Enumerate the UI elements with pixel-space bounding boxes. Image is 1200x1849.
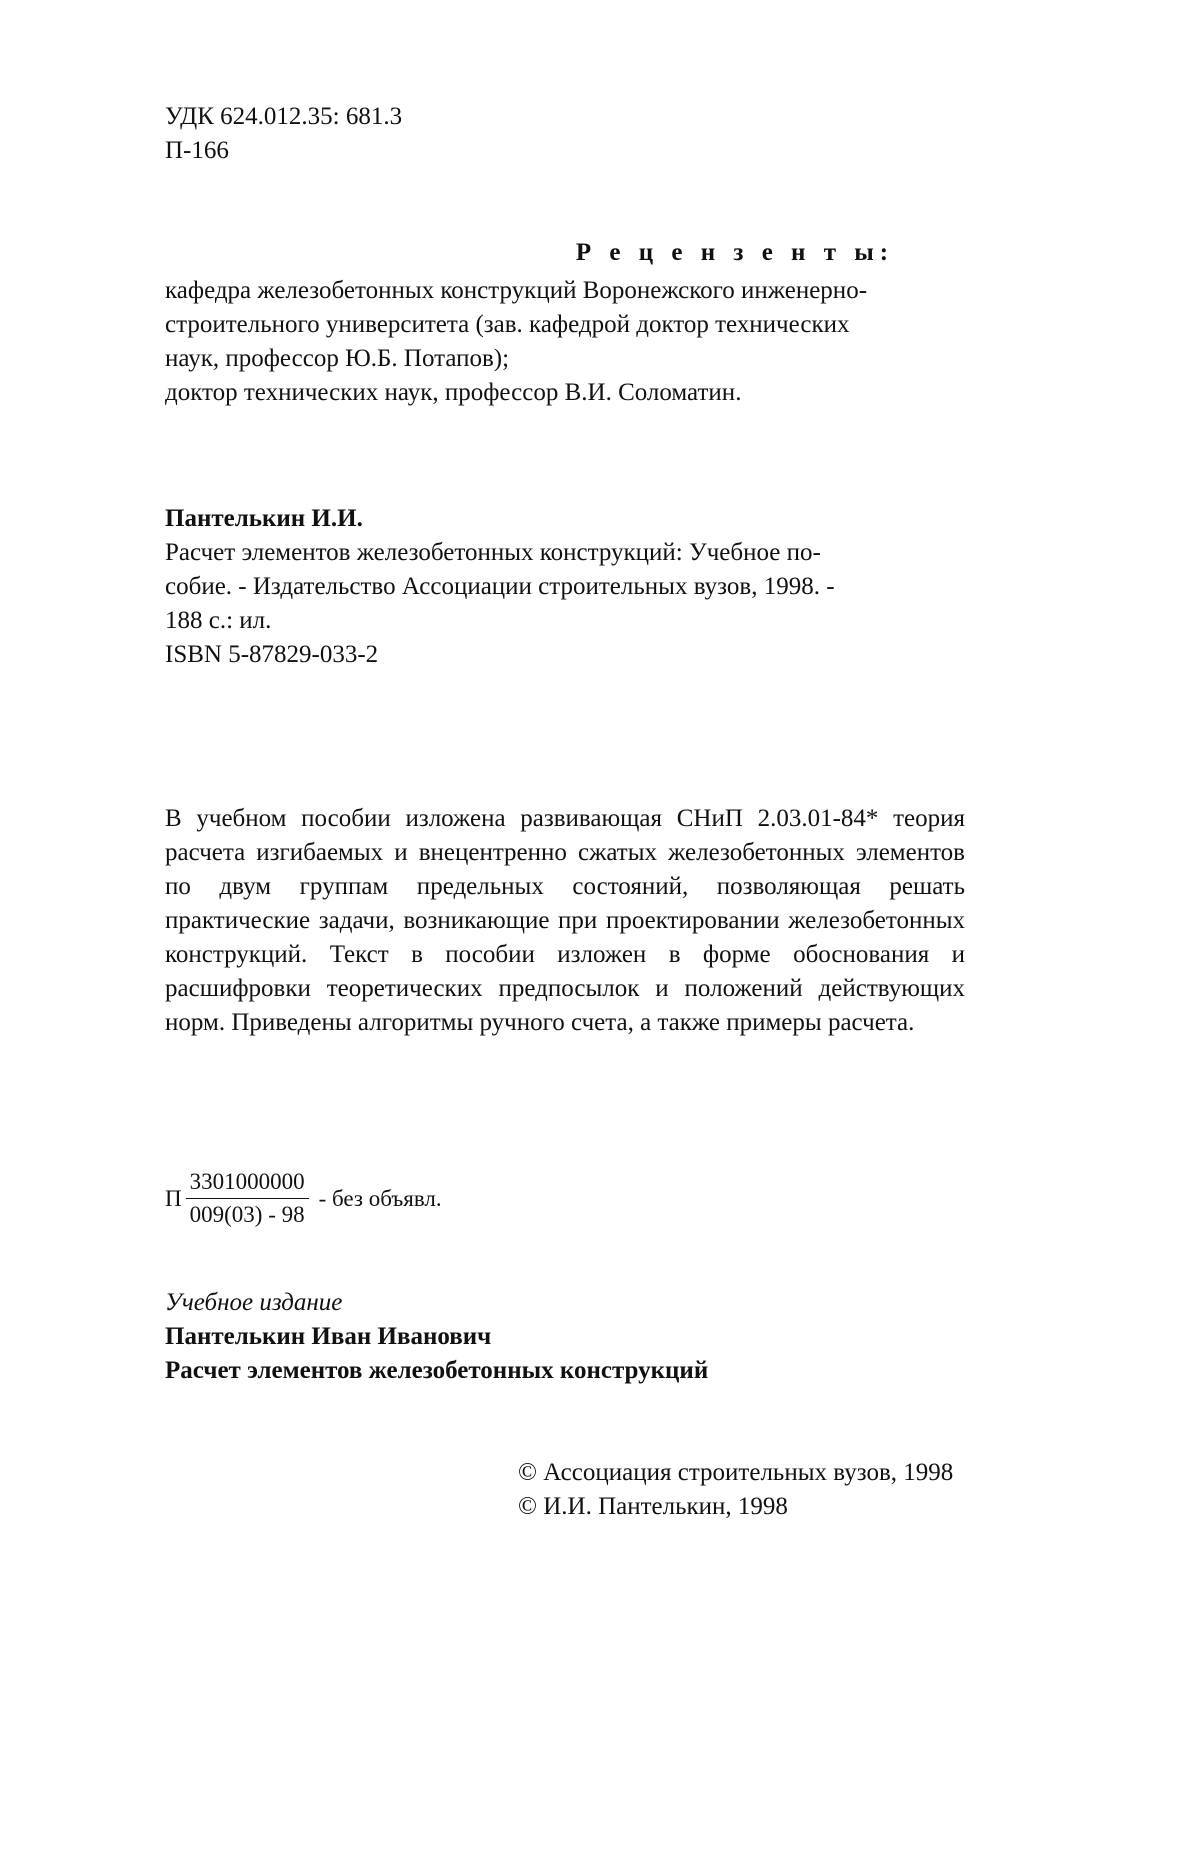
- isbn: ISBN 5-87829-033-2: [165, 641, 379, 668]
- library-code: П-166: [165, 137, 229, 164]
- copyright-block: [518, 1456, 953, 1524]
- reviewer-line: кафедра железобетонных конструкций Воронежского инженерно-: [165, 277, 868, 304]
- reviewers-heading: Р е ц е н з е н т ы:: [575, 239, 895, 266]
- abstract-block: [165, 802, 965, 1040]
- code-suffix: - без объявл.: [318, 1185, 442, 1211]
- bibliographic-record: [165, 502, 955, 672]
- reviewer-line: доктор технических наук, профессор В.И. Соломатин.: [165, 379, 742, 406]
- code-prefix: П: [165, 1185, 182, 1211]
- imprint-author: Пантелькин Иван Иванович: [165, 1323, 492, 1350]
- bib-author: Пантелькин И.И.: [165, 505, 363, 532]
- udk-code: УДК 624.012.35: 681.3: [165, 103, 403, 130]
- code-numerator: 3301000000: [186, 1168, 309, 1199]
- copyright-line: © Ассоциация строительных вузов, 1998: [518, 1459, 954, 1486]
- publication-code: [165, 1168, 442, 1229]
- imprint-block: [165, 1286, 1015, 1388]
- imprint-title: Расчет элементов железобетонных конструкций: [165, 1357, 709, 1384]
- bib-line: 188 с.: ил.: [165, 607, 272, 634]
- bib-line: Расчет элементов железобетонных конструкций: Учебное по-: [165, 539, 821, 566]
- reviewers-block: [165, 236, 995, 410]
- abstract-text: В учебном пособии изложена развивающая СНиП 2.03.01-84* теория расчета изгибаемых и внецентренно сжатых железобетонных элементов по двум группам предельных состояний, позволяющая решать практические задачи, возникающие при проектировании железобетонных конструкций. Текст в пособии изложен в форме обоснования и расшифровки теоретических предпосылок и положений действующих норм. Приведены алгоритмы ручного счета, а также примеры расчета.: [165, 805, 965, 1036]
- bib-line: собие. - Издательство Ассоциации строительных вузов, 1998. -: [165, 573, 835, 600]
- code-fraction: [186, 1168, 309, 1229]
- udk-block: [165, 100, 402, 168]
- reviewer-line: наук, профессор Ю.Б. Потапов);: [165, 345, 510, 372]
- edition-type: Учебное издание: [165, 1289, 343, 1316]
- reviewer-line: строительного университета (зав. кафедрой доктор технических: [165, 311, 850, 338]
- code-denominator: 009(03) - 98: [189, 1202, 305, 1227]
- copyright-line: © И.И. Пантелькин, 1998: [518, 1493, 788, 1520]
